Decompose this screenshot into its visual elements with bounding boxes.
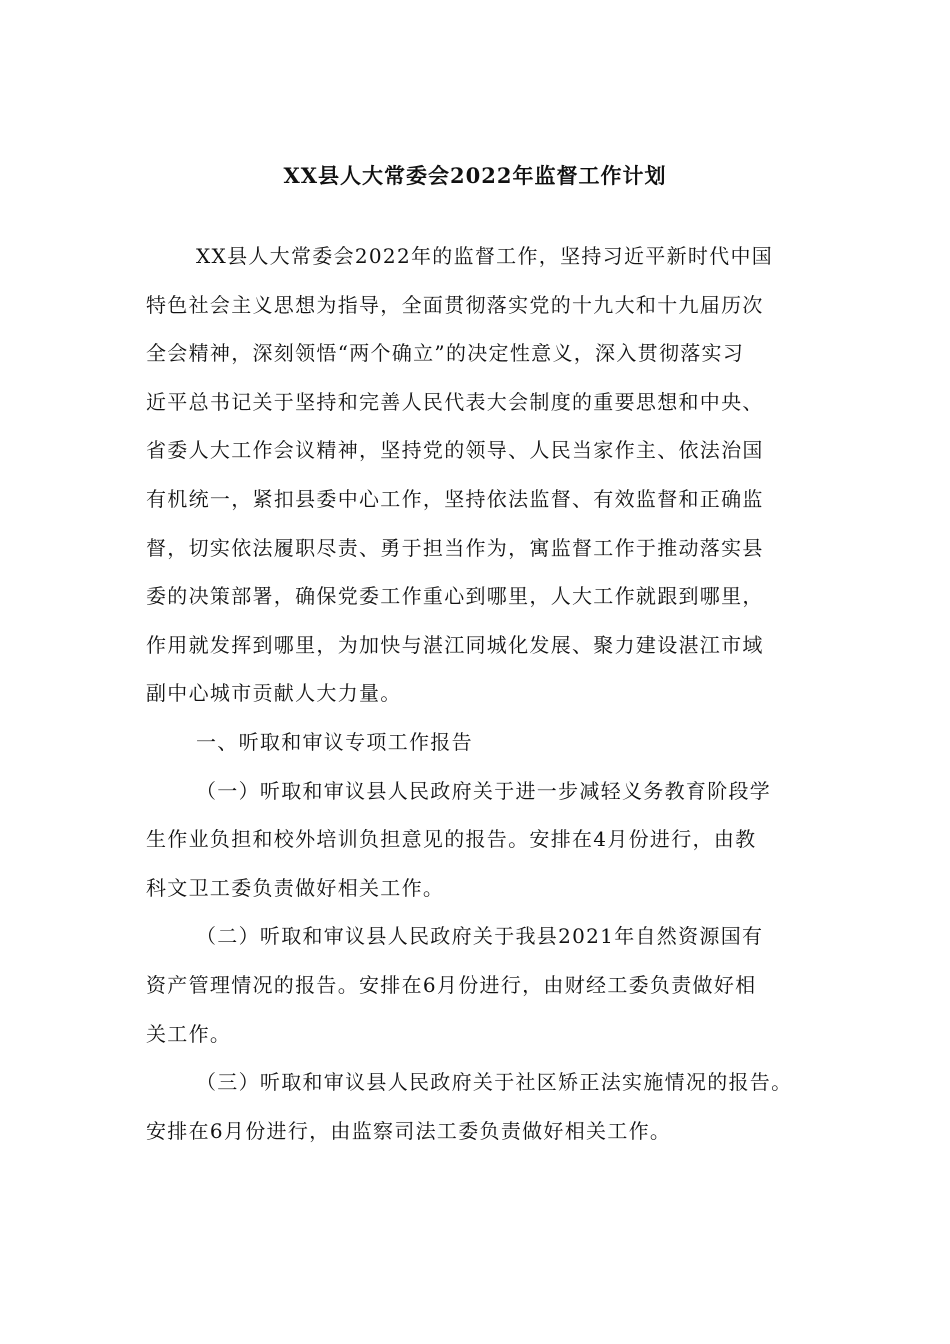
text-line: 副中心城市贡献人大力量。 xyxy=(146,681,402,706)
section-heading xyxy=(146,718,810,767)
text-line: 科文卫工委负责做好相关工作。 xyxy=(146,875,445,900)
text-line: 有机统一，紧扣县委中心工作，坚持依法监督、有效监督和正确监 xyxy=(146,486,764,511)
text-line: （二）听取和审议县人民政府关于我县2021年自然资源国有 xyxy=(196,924,764,949)
text-line: （一）听取和审议县人民政府关于进一步减轻义务教育阶段学 xyxy=(196,778,772,803)
text-line: 关工作。 xyxy=(146,1021,232,1046)
text-line: 作用就发挥到哪里，为加快与湛江同城化发展、聚力建设湛江市域 xyxy=(146,632,764,657)
text-line: 督，切实依法履职尽责、勇于担当作为，寓监督工作于推动落实县 xyxy=(146,535,764,560)
text-line: 安排在6月份进行，由监察司法工委负责做好相关工作。 xyxy=(146,1118,672,1143)
item-paragraph-2 xyxy=(146,912,810,1058)
text-line: 近平总书记关于坚持和完善人民代表大会制度的重要思想和中央、 xyxy=(146,389,764,414)
text-line: 全会精神，深刻领悟“两个确立”的决定性意义，深入贯彻落实习 xyxy=(146,341,745,366)
item-paragraph-1 xyxy=(146,767,810,913)
text-line: 特色社会主义思想为指导，全面贯彻落实党的十九大和十九届历次 xyxy=(146,292,764,317)
text-line: 生作业负担和校外培训负担意见的报告。安排在4月份进行，由教 xyxy=(146,827,757,852)
document-title: XX县人大常委会2022年监督工作计划 xyxy=(283,163,667,188)
intro-paragraph xyxy=(146,232,810,718)
text-line: （三）听取和审议县人民政府关于社区矫正法实施情况的报告。 xyxy=(196,1070,793,1095)
text-line: 资产管理情况的报告。安排在6月份进行，由财经工委负责做好相 xyxy=(146,972,757,997)
document-body xyxy=(146,232,810,1155)
text-line: 一、听取和审议专项工作报告 xyxy=(196,729,473,754)
text-line: 委的决策部署，确保党委工作重心到哪里，人大工作就跟到哪里， xyxy=(146,584,764,609)
text-line: XX县人大常委会2022年的监督工作，坚持习近平新时代中国 xyxy=(196,244,774,268)
text-line: 省委人大工作会议精神，坚持党的领导、人民当家作主、依法治国 xyxy=(146,438,764,463)
item-paragraph-3 xyxy=(146,1058,810,1155)
